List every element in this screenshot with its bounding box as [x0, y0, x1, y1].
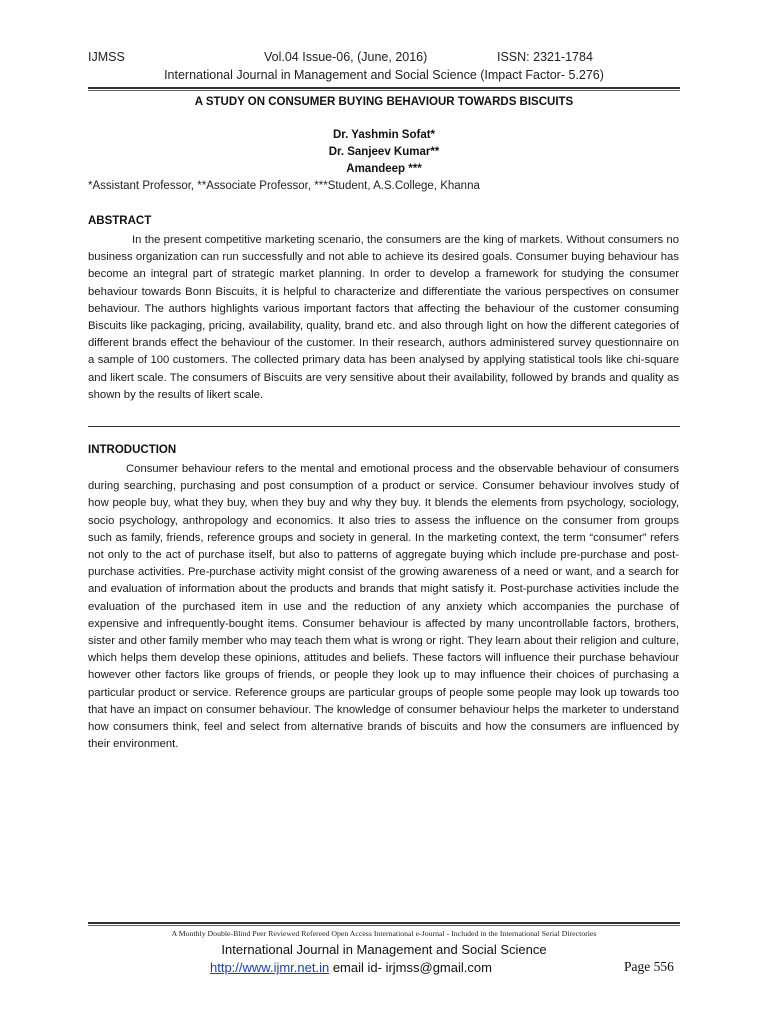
page-number: Page 556: [624, 959, 674, 974]
author-1: Dr. Yashmin Sofat*: [332, 129, 436, 141]
article-title: A STUDY ON CONSUMER BUYING BEHAVIOUR TOWARDS BISCUITS: [194, 96, 574, 108]
author-affiliation: *Assistant Professor, **Associate Professor, ***Student, A.S.College, Khanna: [88, 180, 480, 192]
abstract-text: In the present competitive marketing scenario, the consumers are the king of markets. Without consumers no business organization can run successfully and not able to achieve its desired goals. Consumer buying behaviour has become an integral part of strategic market planning. In order to develop a framework for studying the consumer behaviour towards Bonn Biscuits, it is helpful to characterize and differentiate the various perspectives on consumer behaviour. The authors highlights various important factors that affecting the behaviour of the customer consuming Biscuits like packaging, pricing, availability, quality, brand etc. and also through light on how the different categories of different brands effect the behaviour of the customer. In their research, authors administered survey questionnaire on a sample of 100 customers. The collected primary data has been analysed by applying statistical tools like chi-square and likert scale. The consumers of Biscuits are very sensitive about their availability, followed by brands and quality as shown by the results of likert scale.: [88, 234, 679, 401]
footer-note: A Monthly Double-Blind Peer Reviewed Refereed Open Access International e-Journal - Included in the International Serial Directories: [171, 929, 597, 938]
introduction-text: Consumer behaviour refers to the mental and emotional process and the observable behaviour of consumers during searching, purchasing and post consumption of a product or service. Consumer behaviour involves study of how people buy, what they buy, when they buy and why they buy. It blends the elements from psychology, sociology, socio psychology, anthropology and economics. It also tries to assess the influence on the consumer from groups such as family, friends, reference groups and society in general. In the marketing context, the term “consumer” refers not only to the act of purchase itself, but also to patterns of aggregate buying which include pre-purchase and post-purchase activities. Pre-purchase activity might consist of the growing awareness of a need or want, and a search for and evaluation of information about the products and brands that might satisfy it. Post-purchase activities include the evaluation of the purchased item in use and the reduction of any anxiety which accompanies the purchase of expensive and infrequently-bought items. Consumer behaviour is affected by many uncontrollable factors, brothers, sister and other family member who may teach them what is wrong or right. They learn about their religion and culture, which helps them develop these opinions, attitudes and beliefs. These factors will influence their purchase behaviour however other factors like groups of friends, or people they look up to may influence their choices of purchasing a particular product or service. Reference groups are particular groups of people some people may look up towards too that have an impact on consumer behaviour. The knowledge of consumer behaviour helps the marketer to understand how consumers think, feel and select from alternative brands of biscuits and how the consumers are influenced by their environment.: [88, 463, 679, 751]
section-divider: [88, 426, 680, 427]
journal-abbreviation: IJMSS: [88, 50, 125, 64]
journal-website-link[interactable]: http://www.ijmr.net.in: [210, 960, 330, 975]
footer-journal-name: International Journal in Management and Social Science: [221, 942, 547, 957]
author-3: Amandeep ***: [346, 163, 422, 175]
header-rule-thin: [88, 90, 680, 91]
footer-rule-thin: [88, 925, 680, 926]
footer-contact: [210, 960, 492, 975]
journal-full-title: International Journal in Management and Social Science (Impact Factor- 5.276): [164, 68, 604, 82]
footer-email: email id- irjmss@gmail.com: [329, 960, 492, 975]
issn: ISSN: 2321-1784: [497, 50, 593, 64]
footer-rule: [88, 922, 680, 924]
author-2: Dr. Sanjeev Kumar**: [328, 146, 440, 158]
header-rule: [88, 87, 680, 89]
abstract-heading: ABSTRACT: [88, 215, 152, 227]
volume-issue: Vol.04 Issue-06, (June, 2016): [264, 50, 428, 64]
introduction-heading: INTRODUCTION: [88, 444, 177, 456]
